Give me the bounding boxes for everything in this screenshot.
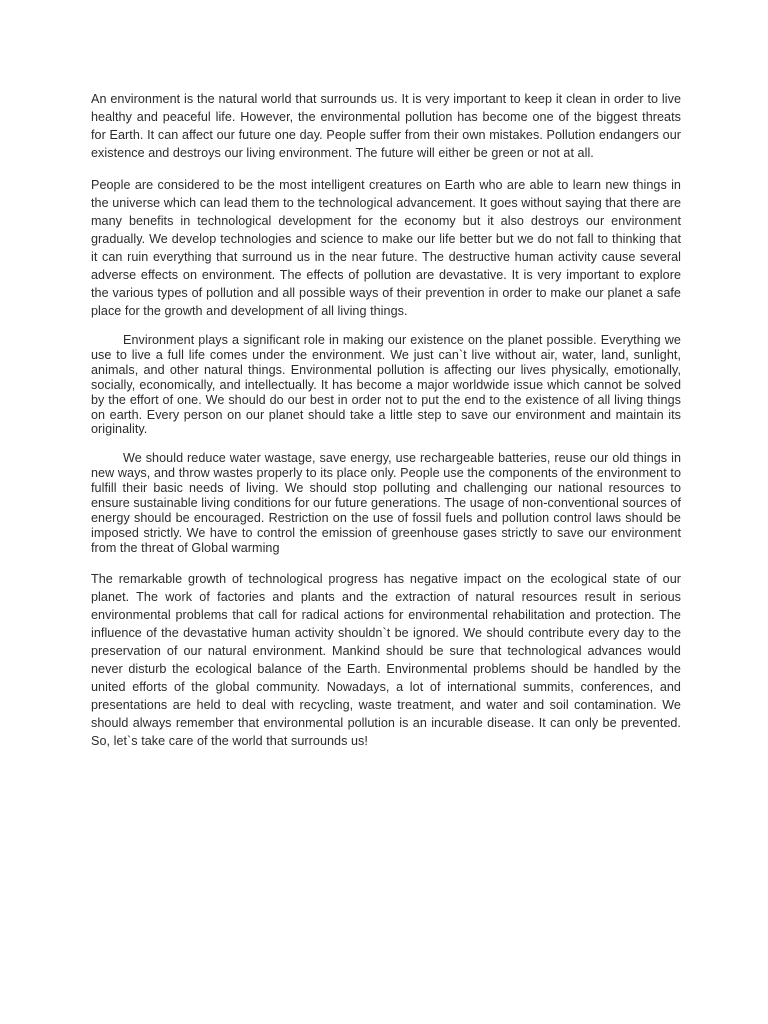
- document-page: [91, 90, 681, 750]
- paragraph-environment-role: Environment plays a significant role in making our existence on the planet possible. Everything we use to live a full life comes under the environment. We just can`t live without air, water, land, sunlight, animals, and other natural things. Environmental pollution is affecting our lives physically, emotionally, socially, economically, and intellectually. It has become a major worldwide issue which cannot be solved by the effort of one. We should do our best in order not to put the end to the existence of all living things on earth. Every person on our planet should take a little step to save our environment and maintain its originality.: [91, 333, 681, 437]
- paragraph-intelligent-creatures: People are considered to be the most intelligent creatures on Earth who are able to learn new things in the universe which can lead them to the technological advancement. It goes without saying that there are many benefits in technological development for the economy but it also destroys our environment gradually. We develop technologies and science to make our life better but we do not fall to thinking that it can ruin everything that surround us in the near future. The destructive human activity cause several adverse effects on environment. The effects of pollution are devastative. It is very important to explore the various types of pollution and all possible ways of their prevention in order to make our planet a safe place for the growth and development of all living things.: [91, 178, 681, 318]
- paragraph-actions: We should reduce water wastage, save energy, use rechargeable batteries, reuse our old things in new ways, and throw wastes properly to its place only. People use the components of the environment to fulfill their basic needs of living. We should stop polluting and challenging our national resources to ensure sustainable living conditions for our future generations. The usage of non-conventional sources of energy should be encouraged. Restriction on the use of fossil fuels and pollution control laws should be imposed strictly. We have to control the emission of greenhouse gases strictly to save our environment from the threat of Global warming: [91, 451, 681, 555]
- paragraph-intro: An environment is the natural world that surrounds us. It is very important to keep it clean in order to live healthy and peaceful life. However, the environmental pollution has become one of the biggest threats for Earth. It can affect our future one day. People suffer from their own mistakes. Pollution endangers our existence and destroys our living environment. The future will either be green or not at all.: [91, 92, 681, 160]
- paragraph-conclusion: The remarkable growth of technological progress has negative impact on the ecological state of our planet. The work of factories and plants and the extraction of natural resources result in serious environmental problems that call for radical actions for environmental rehabilitation and protection. The influence of the devastative human activity shouldn`t be ignored. We should contribute every day to the preservation of our natural environment. Mankind should be sure that technological advances would never disturb the ecological balance of the Earth. Environmental problems should be handled by the united efforts of the global community. Nowadays, a lot of international summits, conferences, and presentations are held to deal with recycling, waste treatment, and water and soil contamination. We should always remember that environmental pollution is an incurable disease. It can only be prevented. So, let`s take care of the world that surrounds us!: [91, 571, 681, 748]
